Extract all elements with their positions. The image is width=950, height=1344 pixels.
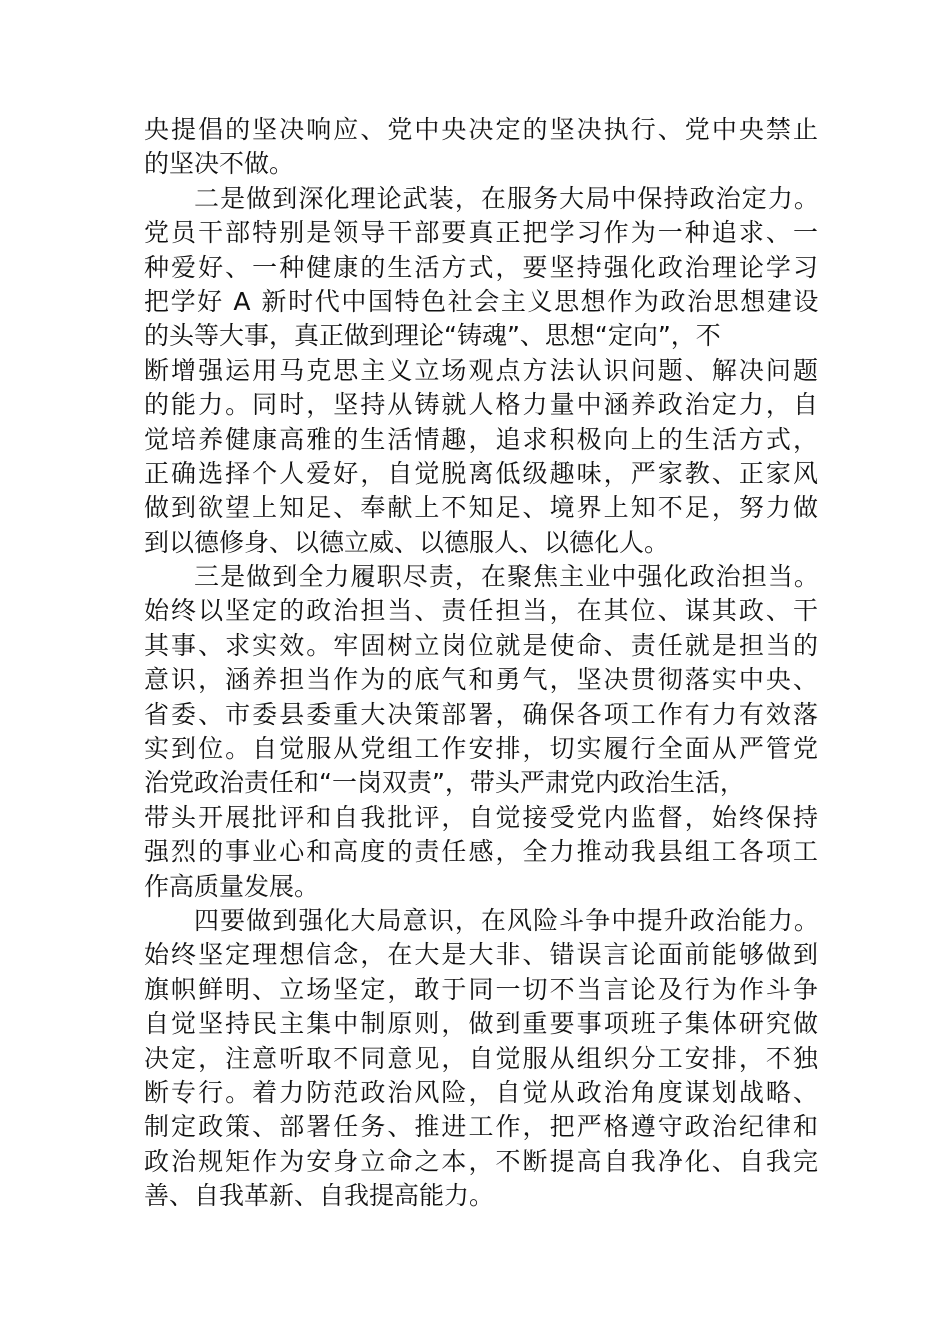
text-line: 带头开展批评和自我批评，自觉接受党内监督，始终保持 [144, 802, 820, 832]
text-line: 始终坚定理想信念，在大是大非、错误言论面前能够做到 [144, 940, 820, 970]
text-line: 的头等大事，真正做到理论“铸魂”、思想“定向”，不 [144, 321, 721, 351]
paragraph-first-line: 三是做到全力履职尽责，在聚焦主业中强化政治担当。 [194, 562, 820, 592]
paragraph-first-line: 二是做到深化理论武装，在服务大局中保持政治定力。 [194, 183, 820, 213]
document-body [144, 113, 820, 1214]
text-line: 政治规矩作为安身立命之本，不断提高自我净化、自我完 [144, 1146, 820, 1176]
text-line: 的能力。同时，坚持从铸就人格力量中涵养政治定力，自 [144, 390, 820, 420]
text-line: 决定，注意听取不同意见，自觉服从组织分工安排，不独 [144, 1043, 820, 1073]
text-line: 始终以坚定的政治担当、责任担当，在其位、谋其政、干 [144, 596, 820, 626]
text-line: 实到位。自觉服从党组工作安排，切实履行全面从严管党 [144, 734, 820, 764]
text-line: 的坚决不做。 [144, 149, 295, 179]
text-line: 制定政策、部署任务、推进工作，把严格遵守政治纪律和 [144, 1112, 820, 1142]
text-line: 作高质量发展。 [144, 871, 320, 901]
text-line: 种爱好、一种健康的生活方式，要坚持强化政治理论学习 [144, 252, 820, 282]
text-line: 正确选择个人爱好，自觉脱离低级趣味，严家教、正家风 [144, 458, 820, 488]
text-line: 其事、求实效。牢固树立岗位就是使命、责任就是担当的 [144, 630, 820, 660]
text-line: 断专行。着力防范政治风险，自觉从政治角度谋划战略、 [144, 1077, 820, 1107]
text-line: 央提倡的坚决响应、党中央决定的坚决执行、党中央禁止 [144, 115, 820, 144]
text-line: 省委、市委县委重大决策部署，确保各项工作有力有效落 [144, 699, 820, 729]
text-line: 旗帜鲜明、立场坚定，敢于同一切不当言论及行为作斗争 [144, 974, 820, 1004]
text-line: 治党政治责任和“一岗双责”，带头严肃党内政治生活， [144, 768, 745, 798]
text-line: 善、自我革新、自我提高能力。 [144, 1181, 495, 1211]
text-line: 党员干部特别是领导干部要真正把学习作为一种追求、一 [144, 218, 820, 248]
text-line: 强烈的事业心和高度的责任感，全力推动我县组工各项工 [144, 837, 820, 867]
text-line: 把学好 A 新时代中国特色社会主义思想作为政治思想建设 [144, 286, 821, 316]
text-line: 做到欲望上知足、奉献上不知足、境界上知不足，努力做 [144, 493, 820, 523]
text-line: 到以德修身、以德立威、以德服人、以德化人。 [144, 527, 670, 557]
text-line: 意识，涵养担当作为的底气和勇气，坚决贯彻落实中央、 [144, 665, 820, 695]
text-line: 自觉坚持民主集中制原则，做到重要事项班子集体研究做 [144, 1009, 820, 1039]
paragraph-first-line: 四要做到强化大局意识，在风险斗争中提升政治能力。 [194, 905, 820, 935]
text-line: 断增强运用马克思主义立场观点方法认识问题、解决问题 [144, 355, 820, 385]
text-line: 觉培养健康高雅的生活情趣，追求积极向上的生活方式， [144, 424, 820, 454]
